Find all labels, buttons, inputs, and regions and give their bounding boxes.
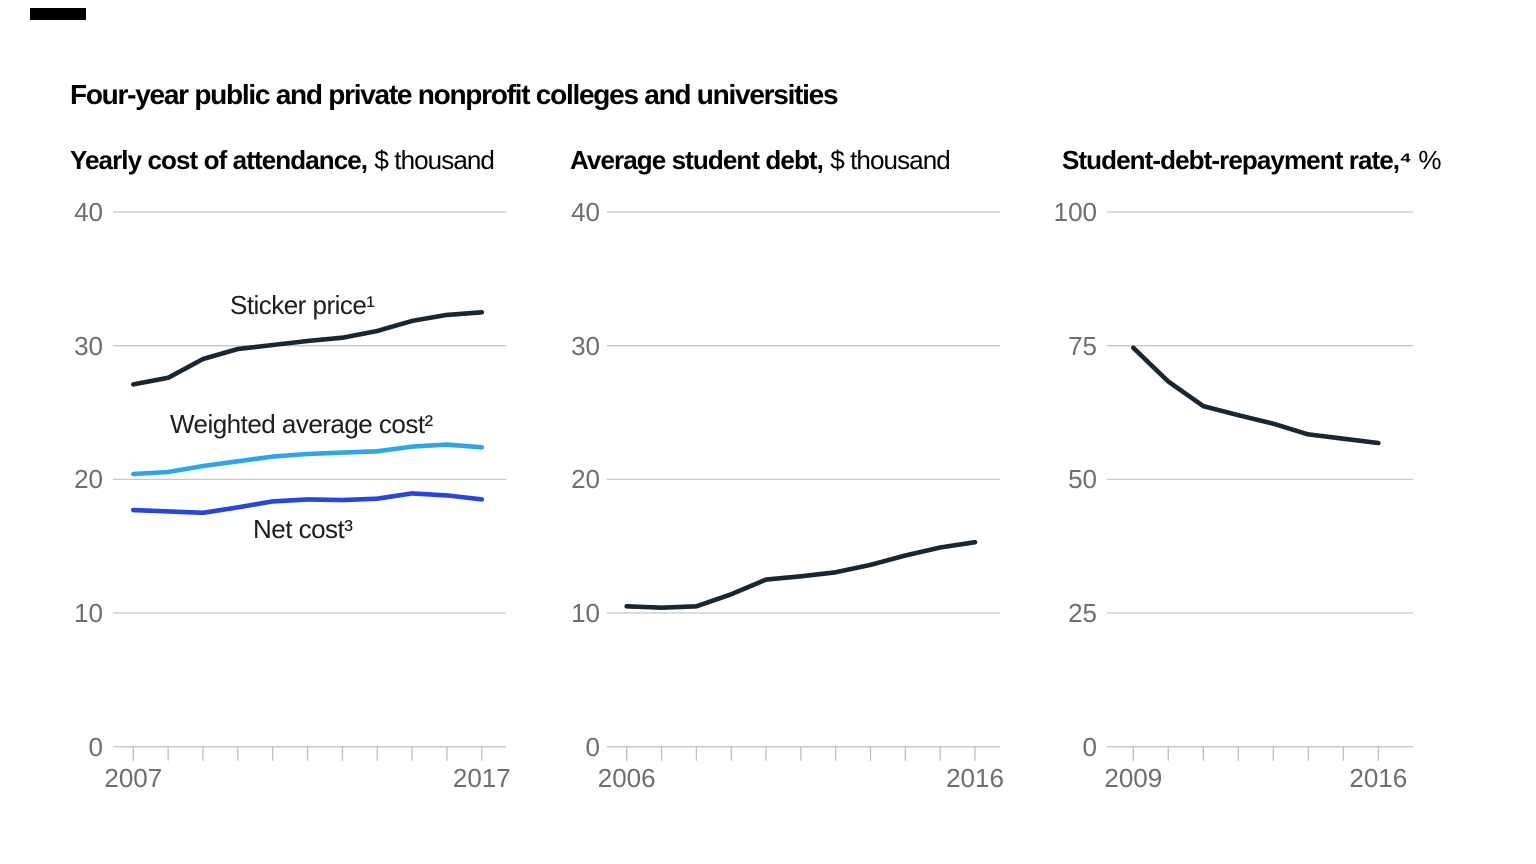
x-tick-label: 2006 (597, 763, 656, 793)
y-tick-label: 40 (571, 197, 600, 227)
chart-title-repayment-bold: Student-debt-repayment rate,⁴ (1062, 145, 1412, 175)
line-net-cost (133, 493, 482, 512)
x-tick-label: 2017 (452, 763, 511, 793)
y-tick-label: 0 (585, 731, 600, 762)
y-tick-label: 40 (74, 197, 103, 227)
y-tick-label: 100 (1053, 197, 1097, 227)
series-label-net-cost: Net cost³ (253, 514, 353, 544)
y-tick-label: 30 (74, 330, 103, 361)
x-tick-label: 2007 (104, 763, 163, 793)
series-label-weighted-average-cost: Weighted average cost² (170, 409, 433, 439)
chart-title-debt-unit: $ thousand (830, 145, 950, 175)
y-tick-label: 75 (1068, 330, 1097, 361)
chart-title-repayment (1062, 144, 1441, 176)
line-student-debt-repayment-rate (1133, 348, 1378, 443)
line-sticker-price (133, 312, 482, 384)
y-tick-label: 0 (1082, 731, 1097, 762)
page-title: Four-year public and private nonprofit colleges and universities (70, 79, 838, 110)
y-tick-label: 20 (571, 464, 600, 495)
y-tick-label: 10 (571, 598, 600, 629)
brand-bar (30, 8, 86, 20)
line-weighted-average-cost (133, 445, 482, 474)
y-tick-label: 50 (1068, 464, 1097, 495)
chart-title-debt (570, 144, 950, 176)
y-tick-label: 30 (571, 330, 600, 361)
x-tick-label: 2016 (946, 763, 1004, 793)
chart-title-repayment-unit: % (1418, 145, 1441, 175)
y-tick-label: 10 (74, 598, 103, 629)
x-tick-label: 2009 (1104, 763, 1163, 793)
chart-title-cost (70, 144, 494, 176)
series-label-sticker-price: Sticker price¹ (230, 290, 375, 320)
y-tick-label: 25 (1068, 598, 1097, 629)
y-tick-label: 0 (88, 731, 103, 762)
chart-title-cost-unit: $ thousand (374, 145, 494, 175)
chart-title-debt-bold: Average student debt, (570, 145, 823, 175)
x-tick-label: 2016 (1349, 763, 1408, 793)
chart-title-cost-bold: Yearly cost of attendance, (70, 145, 368, 175)
y-tick-label: 20 (74, 464, 103, 495)
line-average-student-debt (627, 542, 975, 608)
